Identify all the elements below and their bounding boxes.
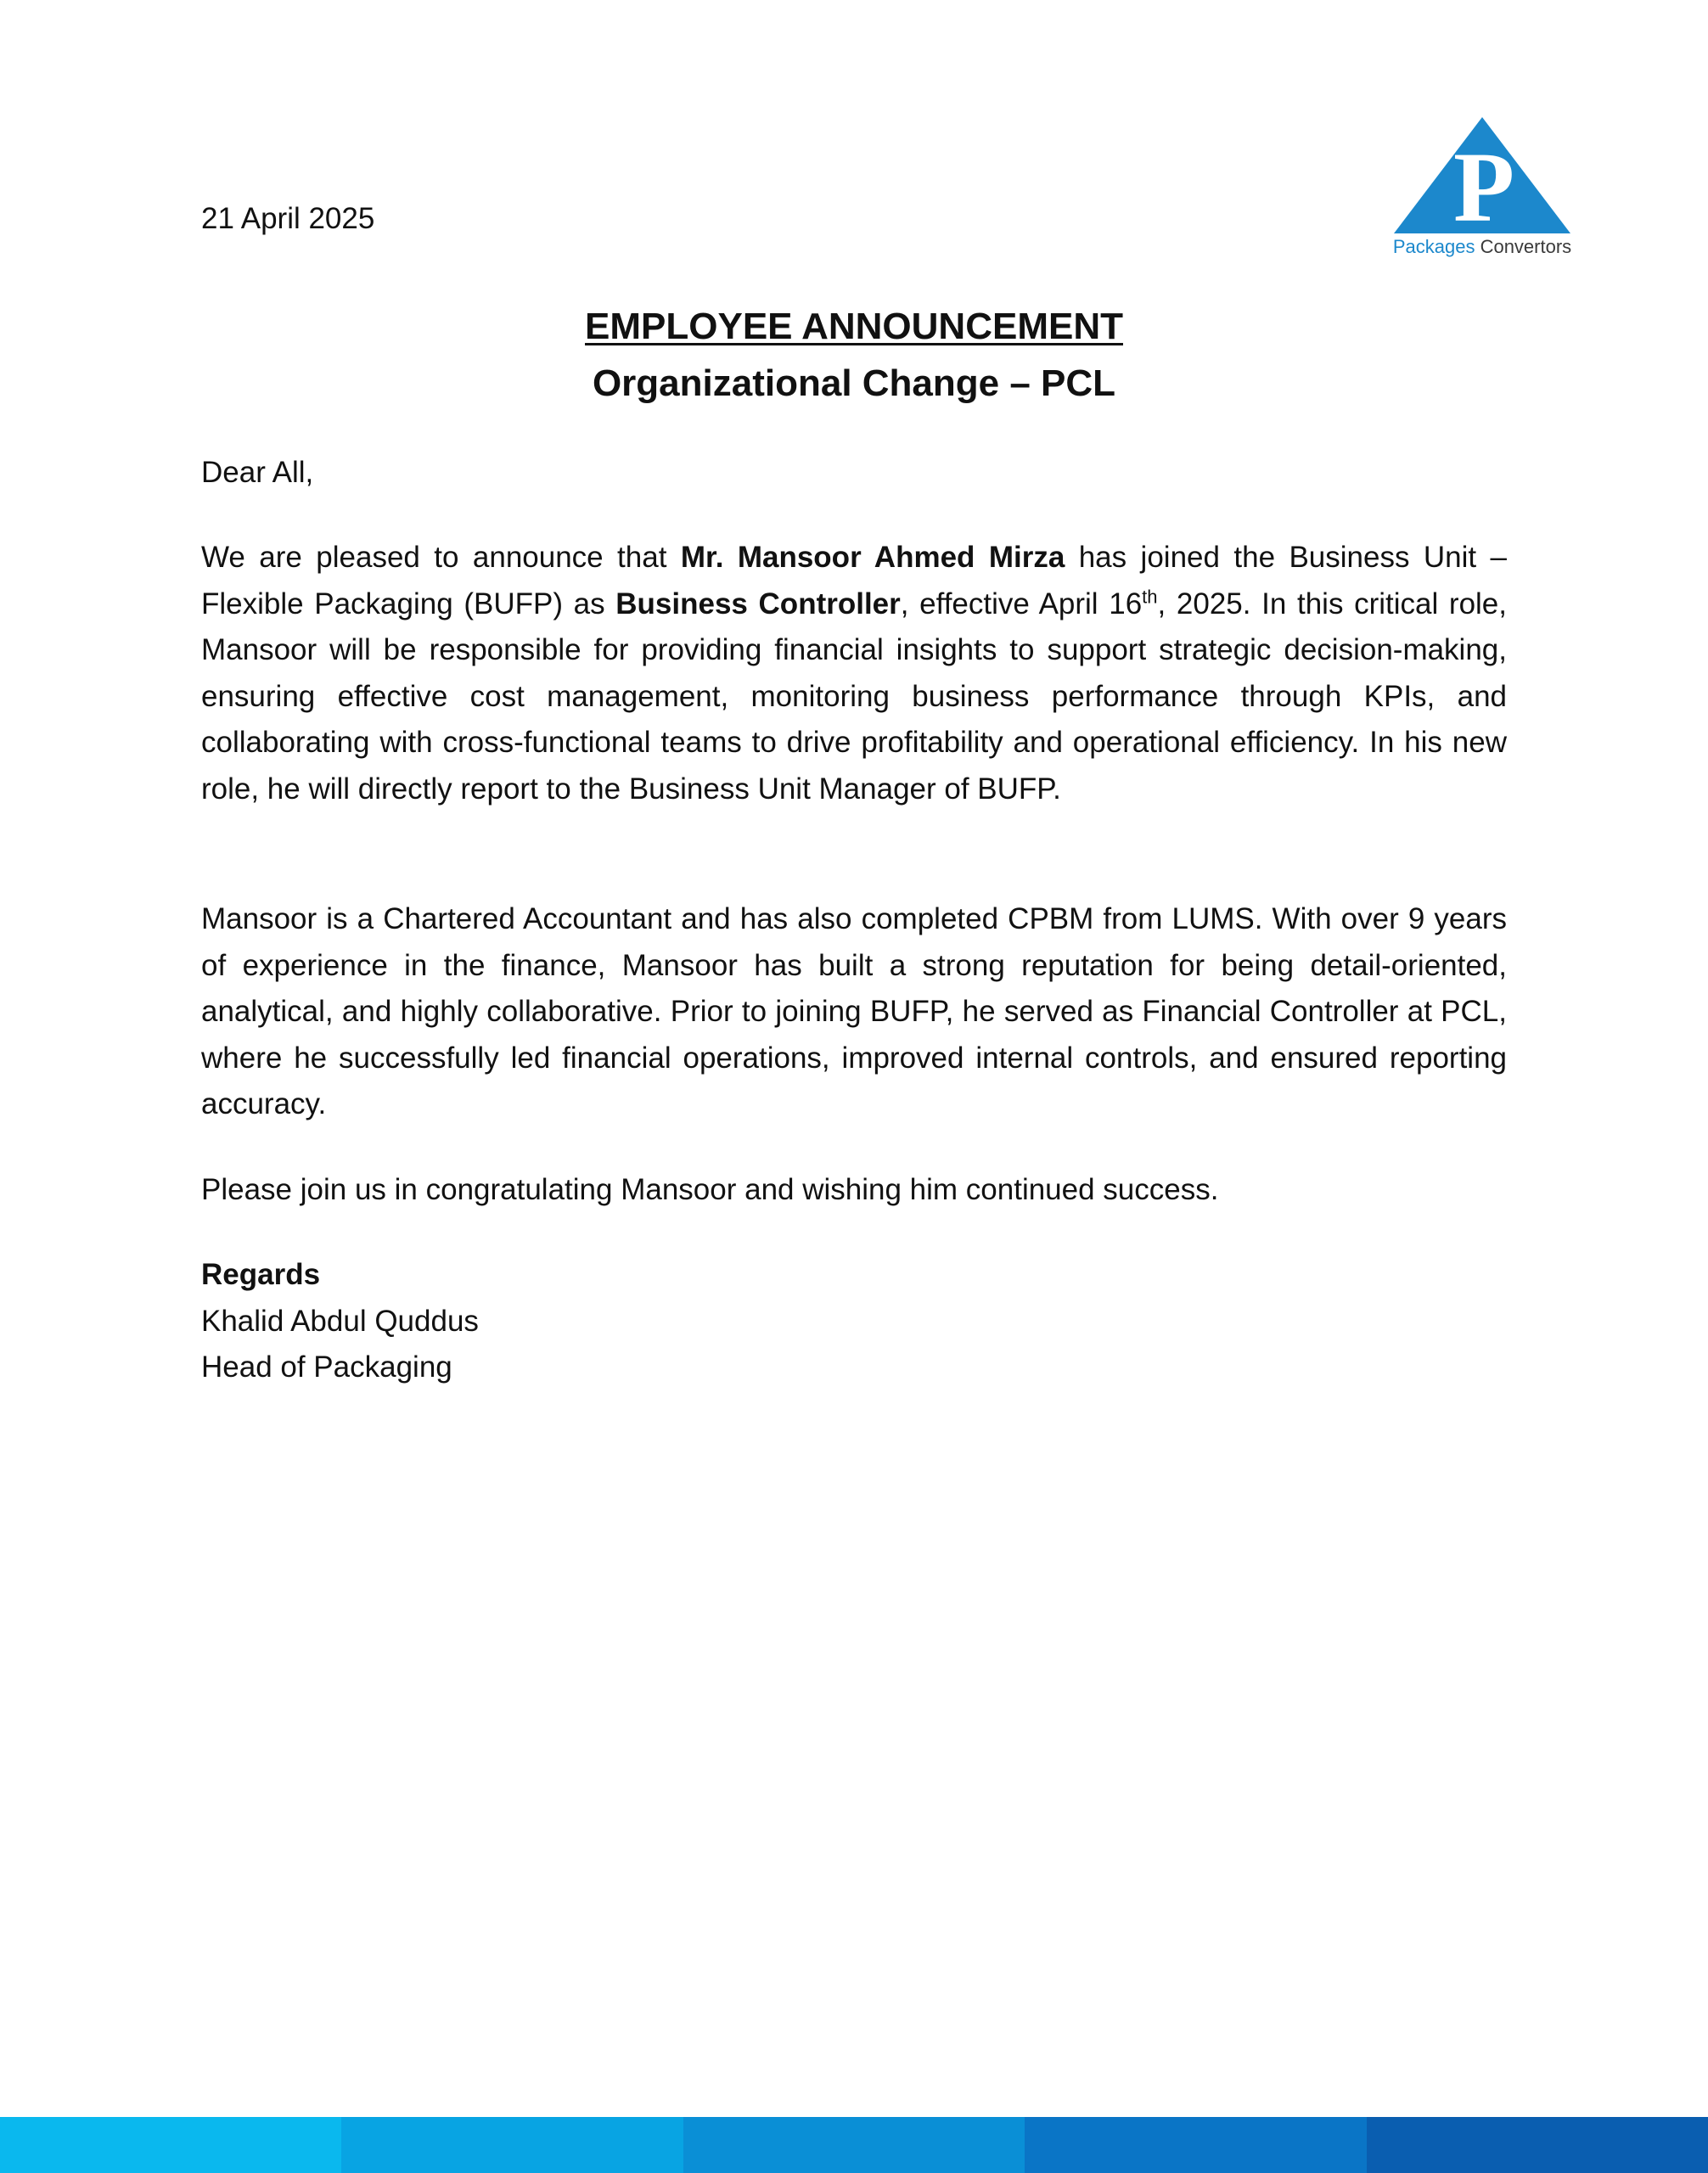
paragraph-appointment-text-3: , effective April 16 (900, 587, 1143, 620)
announcement-title (0, 301, 1708, 352)
employee-role: Business Controller (615, 587, 901, 620)
paragraph-appointment-text-4: , 2025. In this critical role, Mansoor will be responsible for providing financial insights to support strategic decision-making, ensuring effective cost management, monitoring business performance through KPIs, and collaborating with cross-functional teams to drive profitability and operational efficiency. In his new role, he will directly report to the Business Unit Manager of BUFP. (201, 587, 1507, 806)
signature-name: Khalid Abdul Quddus (201, 1304, 479, 1338)
signature-block (201, 1252, 1507, 1391)
logo-brand-part1: Packages (1392, 236, 1475, 257)
paragraph-appointment (201, 535, 1507, 812)
logo-triangle-icon (1389, 115, 1576, 236)
announcement-title-text: EMPLOYEE ANNOUNCEMENT (585, 306, 1123, 347)
employee-name: Mr. Mansoor Ahmed Mirza (680, 541, 1065, 574)
paragraph-background: Mansoor is a Chartered Accountant and has also completed CPBM from LUMS. With over 9 years of experience in the finance, Mansoor has built a strong reputation for being detail-oriented, analytical, and highly collaborative. Prior to joining BUFP, he served as Financial Controller at PCL, where he successfully led financial operations, improved internal controls, and ensured reporting accuracy. (201, 902, 1507, 1120)
signature-closing: Regards (201, 1258, 321, 1291)
logo-letter: P (1452, 132, 1515, 236)
paragraph-congratulations: Please join us in congratulating Mansoor and wishing him continued success. (201, 1173, 1219, 1206)
announcement-subtitle: Organizational Change – PCL (592, 362, 1116, 404)
signature-title: Head of Packaging (201, 1350, 452, 1384)
logo-wordmark (1389, 236, 1576, 258)
footer-segment (1367, 2117, 1708, 2173)
greeting: Dear All, (201, 456, 314, 489)
company-logo (1389, 115, 1576, 260)
paragraph-appointment-text-1: We are pleased to announce that (201, 541, 681, 574)
footer-segment (683, 2117, 1025, 2173)
letter-date: 21 April 2025 (201, 202, 375, 235)
footer-segment (1025, 2117, 1366, 2173)
logo-brand-part2: Convertors (1480, 236, 1572, 257)
footer-segment (341, 2117, 683, 2173)
date-ordinal-suffix: th (1142, 585, 1158, 607)
footer-segment (0, 2117, 341, 2173)
footer-color-bar (0, 2117, 1708, 2173)
paragraph-appointment-text-2: has joined the Business Unit – Flexible Packaging (BUFP) as (201, 541, 1507, 620)
